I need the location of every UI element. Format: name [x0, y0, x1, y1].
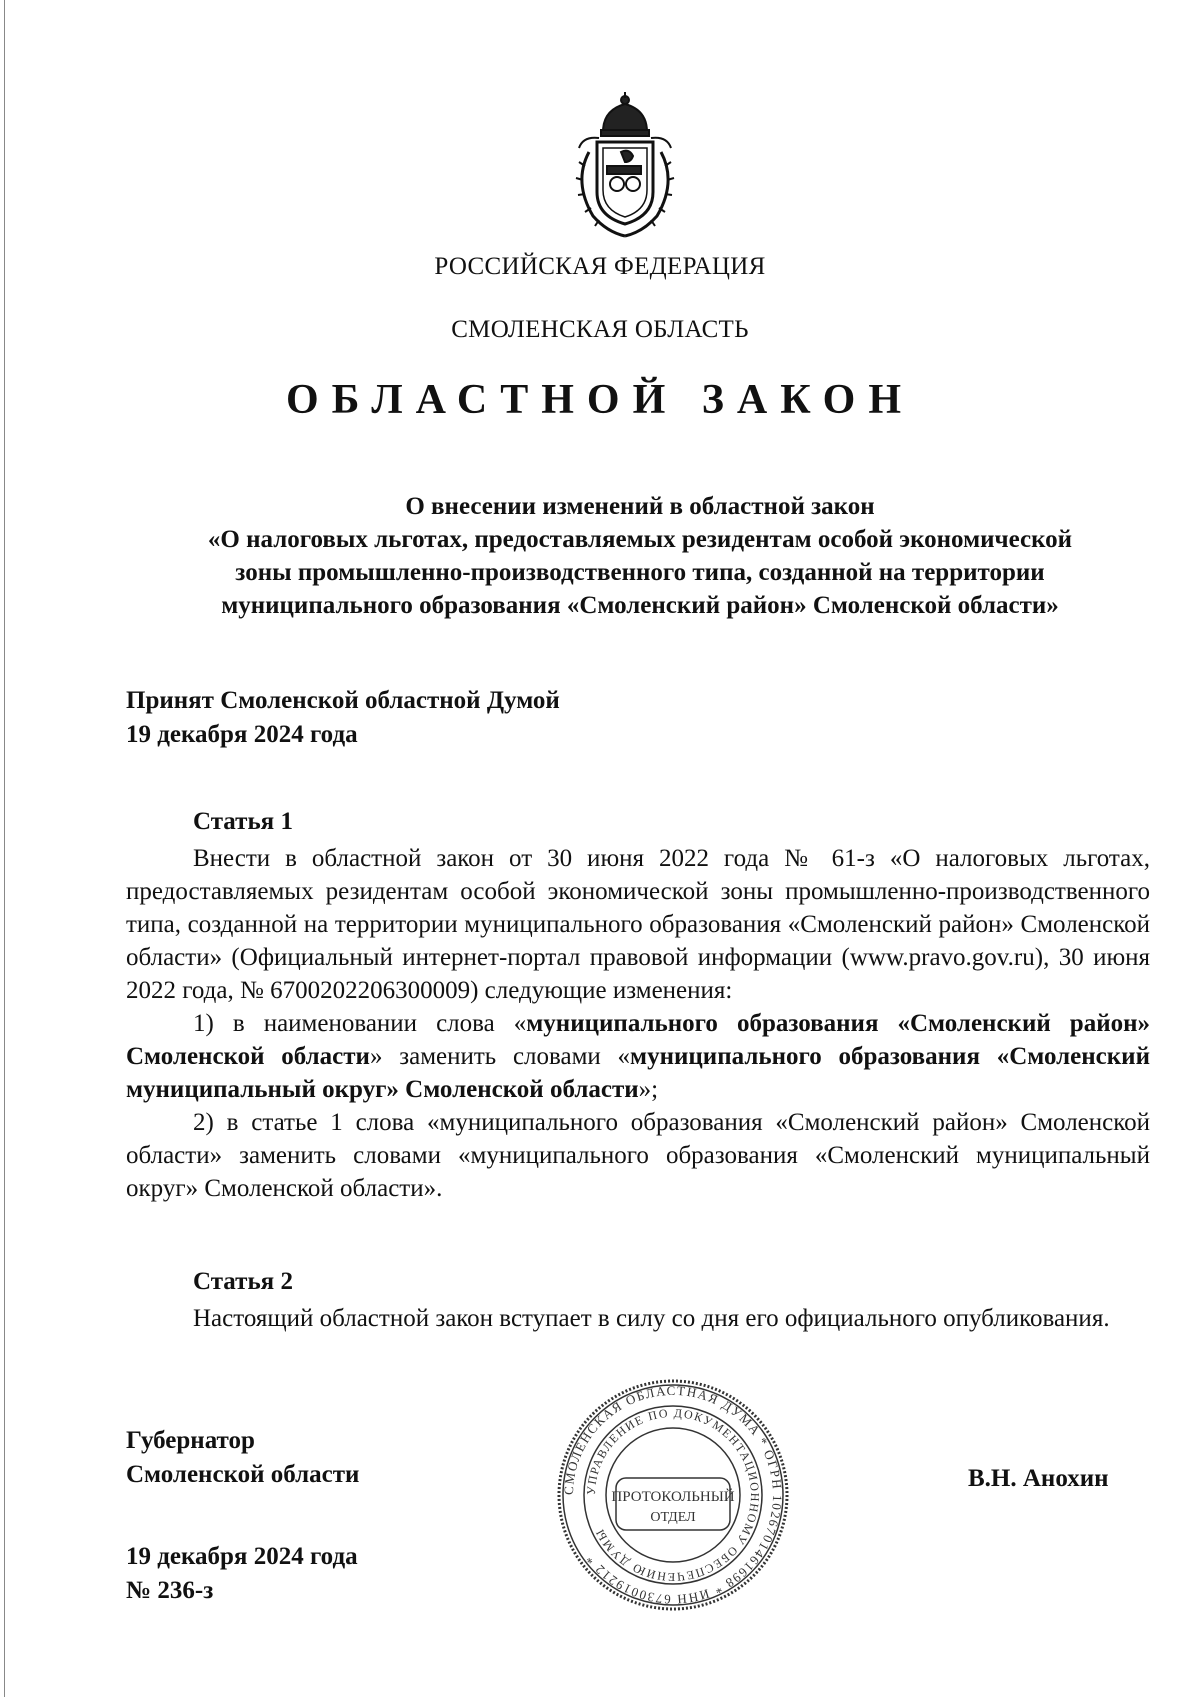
position-region: Смоленской области — [126, 1461, 360, 1488]
article-1-intro: Внести в областной закон от 30 июня 2022 года № 61-з «О налоговых льготах, предоставляемых резидентам особой экономической зоны промышленно-производственного типа, созданной на территории муниципального образования «Смоленский район» Смоленской области» (Официальный интернет-портал правовой информации (www.pravo.gov.ru), 30 июня 2022 года, № 6700202206300009) следующие изменения: — [126, 845, 1150, 1004]
subject-line: «О налоговых льготах, предоставляемых резидентам особой экономической — [207, 526, 1073, 553]
item-1-text: »; — [638, 1076, 659, 1103]
stamp-center-line-1: ПРОТОКОЛЬНЫЙ — [611, 1489, 735, 1505]
article-2-heading: Статья 2 — [193, 1268, 293, 1295]
document-type-title: ОБЛАСТНОЙ ЗАКОН — [285, 377, 915, 423]
subject-line: О внесении изменений в областной закон — [405, 493, 875, 520]
region-header: СМОЛЕНСКАЯ ОБЛАСТЬ — [451, 316, 749, 343]
adoption-block — [126, 684, 560, 752]
article-1-item-2: 2) в статье 1 слова «муниципального образования «Смоленский район» Смоленской области» заменить словами «муниципального образования «Смоленский муниципальный округ» Смоленской области». — [126, 1109, 1150, 1202]
law-subject-title — [130, 490, 1150, 622]
stamp-inner-text: УПРАВЛЕНИЕ ПО ДОКУМЕНТАЦИОННОМУ ОБЕСПЕЧЕНИЮ ДУМЫ — [583, 1405, 763, 1585]
adoption-date: 19 декабря 2024 года — [126, 721, 358, 748]
article-1-body — [126, 842, 1150, 1205]
position-title: Губернатор — [126, 1427, 255, 1454]
signature-date: 19 декабря 2024 года — [126, 1543, 358, 1570]
item-1-new-wording: муниципального образования «Смоленский муниципальный округ» Смоленской области — [126, 1043, 1150, 1103]
official-stamp-icon — [556, 1378, 790, 1612]
law-number: № 236-з — [126, 1577, 214, 1604]
signature-date-block — [126, 1540, 358, 1608]
item-1-text: » заменить словами « — [369, 1043, 631, 1070]
item-1-old-wording: муниципального образования «Смоленский район» Смоленской области — [126, 1010, 1150, 1070]
stamp-center-line-2: ОТДЕЛ — [650, 1510, 696, 1525]
article-1-heading: Статья 1 — [193, 808, 293, 835]
signatory-name: В.Н. Анохин — [968, 1465, 1109, 1492]
article-2-body — [126, 1302, 1150, 1335]
subject-line: муниципального образования «Смоленский район» Смоленской области» — [221, 592, 1059, 619]
country-header: РОССИЙСКАЯ ФЕДЕРАЦИЯ — [434, 253, 766, 280]
subject-line: зоны промышленно-производственного типа, созданной на территории — [235, 559, 1045, 586]
article-2-text: Настоящий областной закон вступает в силу со дня его официального опубликования. — [193, 1305, 1110, 1332]
signatory-position — [126, 1424, 359, 1492]
stamp-outer-text: СМОЛЕНСКАЯ ОБЛАСТНАЯ ДУМА * ОГРН 1026701461698 * ИНН 6730019212 * — [560, 1382, 786, 1608]
item-1-text: 1) в наименовании слова « — [193, 1010, 527, 1037]
article-1-item-1 — [126, 1007, 1150, 1106]
coat-of-arms-icon — [563, 92, 687, 242]
adopted-by: Принят Смоленской областной Думой — [126, 687, 560, 714]
